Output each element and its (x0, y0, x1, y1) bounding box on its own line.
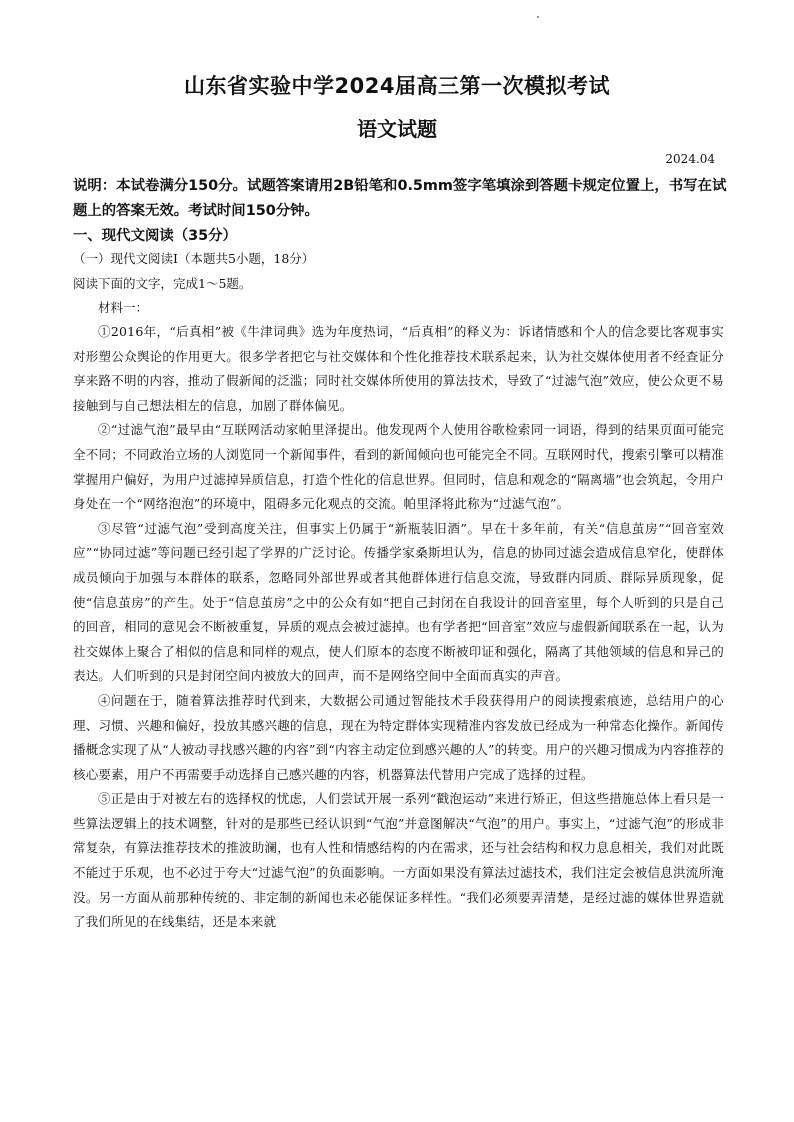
scan-dot (537, 16, 539, 18)
page-subtitle: 语文试题 (357, 117, 437, 141)
reading-passage (73, 320, 724, 935)
section-heading: 一、现代文阅读（35分） (73, 228, 237, 244)
page-title: 山东省实验中学2024届高三第一次模拟考试 (184, 74, 610, 98)
material-label: 材料一： (98, 300, 149, 315)
subsection-heading: （一）现代文阅读Ⅰ（本题共5小题，18分） (73, 251, 315, 266)
task-prompt: 阅读下面的文字，完成1～5题。 (73, 276, 252, 291)
passage-paragraph: ④问题在于，随着算法推荐时代到来，大数据公司通过智能技术手段获得用户的阅读搜索痕迹，总结用户的心理、习惯、兴趣和偏好，投放其感兴趣的信息，现在为特定群体实现精准内容发放已经成为一种常态化操作。新闻传播概念实现了从“人被动寻找感兴趣的内容”到“内容主动定位到感兴趣的人”的转变。用户的兴趣习惯成为内容推荐的核心要素，用户不再需要手动选择自己感兴趣的内容，机器算法代替用户完成了选择的过程。 (73, 692, 724, 782)
exam-date: 2024.04 (665, 152, 715, 166)
passage-paragraph: ②“过滤气泡”最早由“互联网活动家帕里泽提出。他发现两个人使用谷歌检索同一词语，得到的结果页面可能完全不同；不同政治立场的人浏览同一个新闻事件，看到的新闻倾向也可能完全不同。互联网时代，搜索引擎可以精准掌握用户偏好，为用户过滤掉异质信息，打造个性化的信息世界。但同时，信息和观念的“隔离墙”也会筑起，令用户身处在一个“网络泡泡”的环境中，阻碍多元化观点的交流。帕里泽将此称为“过滤气泡”。 (73, 422, 724, 512)
passage-paragraph: ①2016年，“后真相”被《牛津词典》选为年度热词，“后真相”的释义为：诉诸情感和个人的信念要比客观事实对形塑公众舆论的作用更大。很多学者把它与社交媒体和个性化推荐技术联系起来，认为社交媒体使用者不经查证分享来路不明的内容，推动了假新闻的泛滥；同时社交媒体所使用的算法技术，导致了“过滤气泡”效应，使公众更不易接触到与自己想法相左的信息，加剧了群体偏见。 (73, 324, 724, 413)
exam-instructions: 说明：本试卷满分150分。试题答案请用2B铅笔和0.5mm签字笔填涂到答题卡规定位置上，书写在试题上的答案无效。考试时间150分钟。 (73, 178, 727, 219)
passage-paragraph: ③尽管“过滤气泡”受到高度关注，但事实上仍属于“新瓶装旧酒”。早在十多年前，有关“信息茧房”“回音室效应”“协同过滤”等问题已经引起了学界的广泛讨论。传播学家桑斯坦认为，信息的协同过滤会造成信息窄化，使群体成员倾向于加强与本群体的联系，忽略同外部世界或者其他群体进行信息交流，导致群内同质、群际异质现象，促使“信息茧房”的产生。处于“信息茧房”之中的公众有如“把自己封闭在自我设计的回音室里，每个人听到的只是自己的回音，相同的意见会不断被重复，异质的观点会被过滤掉。也有学者把“回音室”效应与虚假新闻联系在一起，认为社交媒体上聚合了相似的信息和同样的观点，使人们原本的态度不断被印证和强化，隔离了其他领域的信息和异己的表达。人们听到的只是封闭空间内被放大的回声，而不是网络空间中全面而真实的声音。 (73, 520, 724, 684)
passage-paragraph: ⑤正是由于对被左右的选择权的忧虑，人们尝试开展一系列“戳泡运动”来进行矫正，但这些措施总体上看只是一些算法逻辑上的技术调整，针对的是那些已经认识到“气泡”并意图解决“气泡”的用户。事实上，“过滤气泡”的形成非常复杂，有算法推荐技术的推波助澜，也有人性和情感结构的内在需求，还与社会结构和权力息息相关，我们对此既不能过于乐观，也不必过于夸大“过滤气泡”的负面影响。一方面如果没有算法过滤技术，我们注定会被信息洪流所淹没。另一方面从前那种传统的、非定制的新闻也未必能保证多样性。“我们必须要弄清楚，是经过滤的媒体世界造就了我们所见的在线集结，还是本来就 (73, 791, 724, 930)
